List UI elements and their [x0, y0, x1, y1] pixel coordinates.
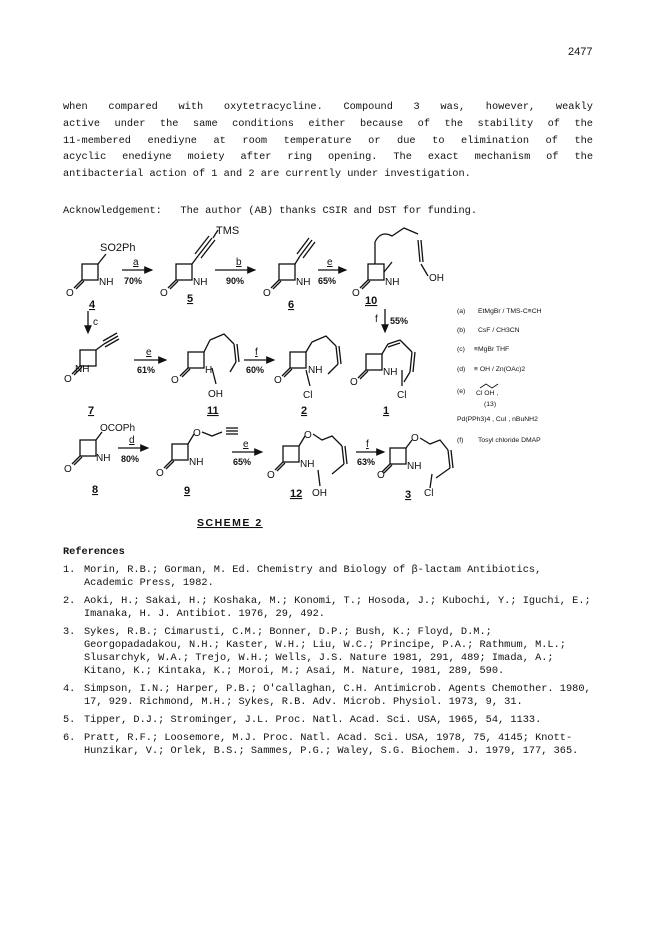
intro-line: 11-membered enediyne at room temperature or due to elimination of the [63, 134, 593, 147]
so2ph-label: SO2Ph [100, 242, 136, 254]
nh-label: NH [189, 457, 204, 468]
nh-label: NH [385, 277, 400, 288]
condition-text: Cl OH , [476, 390, 499, 397]
page-number: 2477 [568, 46, 593, 58]
yield-f: 63% [357, 457, 376, 467]
reagent-f: f [375, 314, 378, 325]
condition-key: (d) [457, 366, 466, 373]
yield-f: 60% [246, 365, 265, 375]
o-label: O [377, 470, 385, 481]
o-label: O [274, 375, 282, 386]
nh-label: NH [99, 277, 114, 288]
reference-text: Pratt, R.F.; Loosemore, M.J. Proc. Natl. Acad. Sci. USA, 1978, 75, 4145; Knott-Hunzikar, V.; Orlek, B.S.; Sammes, P.G.; Waley, S.G. Biochem. J. 1979, 177, 365. [84, 731, 579, 757]
reference-number: 2. [63, 594, 76, 607]
yield-e: 61% [137, 365, 156, 375]
tms-label: TMS [216, 225, 240, 237]
intro-line: active under the same conditions either because of the stability of the [63, 117, 593, 130]
o-label: O [171, 375, 179, 386]
reagent-e: e [327, 257, 333, 268]
yield-f: 55% [390, 316, 409, 326]
oh-label: OH [312, 488, 327, 499]
reference-text: Sykes, R.B.; Cimarusti, C.M.; Bonner, D.P.; Bush, K.; Floyd, D.M.; Georgopadadakou, N.H.; Kaster, W.H.; Liu, W.C.; Principe, P.A.; Rathmum, M.L.; Slusarchyk, W.A.; Trejo, W.H.; Wells, J.S. Nature 1981, 291, 489; Imada, A.; Kitano, K.; Kintaka, K.; Moroi, M.; Asai, M. Nature, 1981, 289, 590. [84, 625, 566, 678]
condition-text: Tosyl chloride DMAP [478, 437, 541, 444]
o-label: O [160, 288, 168, 299]
compound-label-3: 3 [405, 489, 412, 501]
compound-label-5: 5 [187, 293, 194, 305]
yield-b: 90% [226, 276, 245, 286]
acknowledgement-text: The author (AB) thanks CSIR and DST for funding. [180, 205, 478, 217]
compound-1-structure [358, 340, 415, 386]
reference-number: 5. [63, 714, 76, 727]
o-label: O [350, 377, 358, 388]
cl-label: Cl [303, 390, 313, 401]
condition-text: (13) [484, 401, 497, 408]
condition-key: (f) [457, 437, 464, 444]
condition-key: (e) [457, 388, 466, 395]
compound-11-structure [180, 334, 239, 384]
compound-label-12: 12 [290, 488, 303, 500]
o-label: O [263, 288, 271, 299]
oh-label: OH [429, 273, 444, 284]
reference-item [63, 626, 593, 679]
nh-label: NH [96, 453, 111, 464]
scheme-title: SCHEME 2 [197, 517, 263, 529]
reference-number: 4. [63, 683, 76, 696]
reagent-a: a [133, 257, 139, 268]
reagent-d: d [129, 435, 135, 446]
cl-label: Cl [397, 390, 407, 401]
reference-number: 3. [63, 625, 76, 638]
reference-number: 1. [63, 564, 76, 576]
condition-text: ≡ OH / Zn(OAc)2 [474, 366, 526, 373]
reagent-e: e [243, 439, 249, 450]
nh-label: NH [383, 367, 398, 378]
o-label: O [156, 468, 164, 479]
reference-text: Simpson, I.N.; Harper, P.B.; O'callaghan, C.H. Antimicrob. Agents Chemother. 1980, 17, 929. Richmond, M.H.; Sykes, R.B. Adv. Microb. Physiol. 1973, 9, 31. [84, 683, 591, 709]
reference-item [63, 732, 593, 758]
reagent-e: e [146, 347, 152, 358]
compound-2-structure [282, 336, 341, 386]
cl-label: Cl [424, 488, 434, 499]
ene-fragment-icon [480, 384, 498, 388]
compound-label-1: 1 [383, 405, 390, 417]
nh-label: NH [300, 459, 315, 470]
condition-key: (a) [457, 308, 466, 315]
compound-label-8: 8 [92, 484, 99, 496]
reference-text: Tipper, D.J.; Strominger, J.L. Proc. Natl. Acad. Sci. USA, 1965, 54, 1133. [84, 714, 542, 727]
reference-item [63, 595, 593, 621]
reference-item [63, 683, 593, 709]
compound-label-10: 10 [365, 295, 378, 307]
o-label: O [66, 288, 74, 299]
o-label: O [352, 288, 360, 299]
condition-text: EtMgBr / TMS-C≡CH [478, 308, 542, 315]
oh-label: OH [208, 389, 223, 400]
nh-label: NH [193, 277, 208, 288]
yield-e: 65% [318, 276, 337, 286]
intro-line: acyclic enediyne moiety after ring opening. The exact mechanism of the [63, 151, 593, 164]
o-label: O [64, 374, 72, 385]
o-label: O [64, 464, 72, 475]
reagent-f: f [255, 347, 258, 358]
reference-item [63, 564, 593, 590]
compound-label-11: 11 [207, 405, 219, 417]
reference-item [63, 714, 593, 727]
o-atom-label: O [411, 433, 419, 444]
reagent-b: b [236, 257, 242, 268]
yield-a: 70% [124, 276, 143, 286]
compound-label-2: 2 [301, 405, 308, 417]
condition-text: CsF / CH3CN [478, 327, 520, 334]
ocoph-label: OCOPh [100, 423, 136, 434]
reagent-f: f [366, 439, 369, 450]
o-atom-label: O [193, 428, 201, 439]
compound-label-9: 9 [184, 485, 191, 497]
condition-key: (b) [457, 327, 466, 334]
references-list [63, 564, 593, 763]
compound-label-7: 7 [88, 405, 95, 417]
nh-label: NH [407, 461, 422, 472]
condition-text: Pd(PPh3)4 , CuI , nBuNH2 [457, 416, 538, 423]
nh-label: NH [308, 365, 323, 376]
yield-e: 65% [233, 457, 252, 467]
o-atom-label: O [304, 430, 312, 441]
compound-label-6: 6 [288, 299, 295, 311]
yield-d: 80% [121, 454, 140, 464]
reference-text: Aoki, H.; Sakai, H.; Koshaka, M.; Konomi, T.; Hosoda, J.; Kubochi, Y.; Iguchi, E.; Imanaka, H. J. Antibiot. 1976, 29, 492. [84, 594, 591, 621]
acknowledgement-label: Acknowledgement: [63, 205, 162, 217]
references-heading: References [63, 546, 125, 558]
reference-text: Morin, R.B.; Gorman, M. Ed. Chemistry and Biology of β-lactam Antibiotics, Academic Press, 1982. [84, 564, 542, 590]
o-label: O [267, 470, 275, 481]
reference-number: 6. [63, 731, 76, 744]
conditions-legend [457, 308, 542, 444]
intro-line: when compared with oxytetracycline. Compound 3 was, however, weakly [63, 101, 593, 113]
h-label: H [205, 365, 213, 376]
compound-label-4: 4 [89, 299, 96, 311]
nh-label: NH [75, 364, 90, 375]
reagent-c: c [93, 317, 98, 328]
nh-label: NH [296, 277, 311, 288]
condition-key: (c) [457, 346, 465, 353]
intro-line: antibacterial action of 1 and 2 are currently under investigation. [63, 168, 471, 181]
condition-text: ≡MgBr THF [474, 346, 510, 353]
